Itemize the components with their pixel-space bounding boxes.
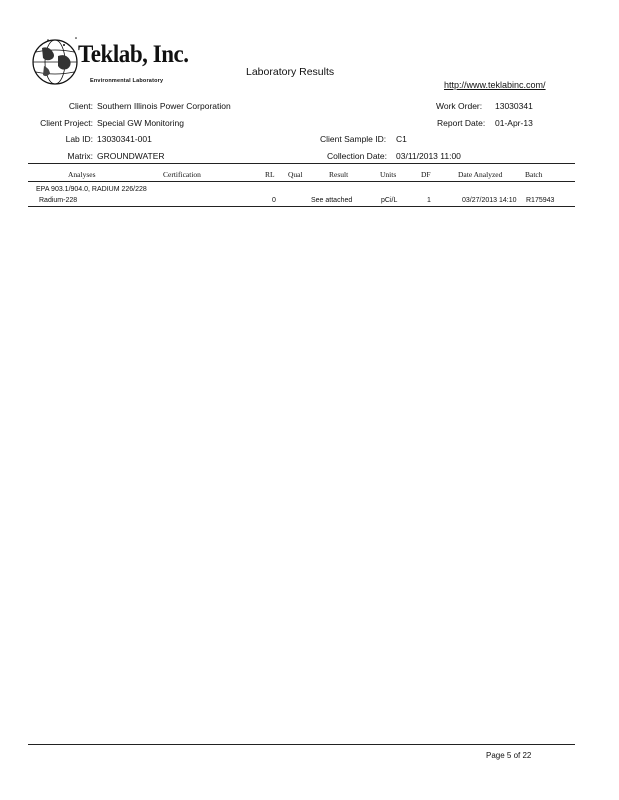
report-date-label: Report Date: <box>437 118 486 128</box>
sample-id-label: Client Sample ID: <box>320 134 387 144</box>
col-header-units: Units <box>380 170 397 179</box>
cell-units: pCi/L <box>381 197 398 204</box>
cell-df: 1 <box>427 197 431 204</box>
table-top-rule <box>28 163 575 164</box>
cell-result: See attached <box>311 197 353 204</box>
col-header-date-analyzed: Date Analyzed <box>458 170 503 179</box>
matrix-label: Matrix: <box>67 151 93 161</box>
logo-tagline: Environmental Laboratory <box>90 78 164 84</box>
company-logo <box>28 36 189 88</box>
matrix-value: GROUNDWATER <box>97 151 165 161</box>
header-rule <box>28 181 575 182</box>
work-order-value: 13030341 <box>495 101 533 111</box>
method-heading: EPA 903.1/904.0, RADIUM 226/228 <box>36 186 147 193</box>
globe-icon <box>28 36 84 88</box>
col-header-batch: Batch <box>525 170 543 179</box>
page-title: Laboratory Results <box>246 66 335 78</box>
cell-analyses: Radium-228 <box>39 197 78 204</box>
col-header-rl: RL <box>265 170 275 179</box>
logo-wordmark: Teklab, Inc. <box>78 41 189 68</box>
work-order-label: Work Order: <box>436 101 483 111</box>
cell-rl: 0 <box>272 197 276 204</box>
project-label: Client Project: <box>40 118 93 128</box>
sample-id-value: C1 <box>396 134 407 144</box>
col-header-qual: Qual <box>288 170 303 179</box>
cell-date-analyzed: 03/27/2013 14:10 <box>462 197 517 204</box>
cell-batch: R175943 <box>526 197 555 204</box>
client-label: Client: <box>68 101 93 111</box>
footer-rule <box>28 744 575 745</box>
col-header-analyses: Analyses <box>68 170 96 179</box>
col-header-certification: Certification <box>163 170 201 179</box>
page-number: Page 5 of 22 <box>486 751 532 760</box>
collection-date-label: Collection Date: <box>327 151 388 161</box>
report-date-value: 01-Apr-13 <box>495 118 533 128</box>
lab-id-value: 13030341-001 <box>97 134 152 144</box>
website-link[interactable]: http://www.teklabinc.com/ <box>444 80 546 90</box>
lab-id-label: Lab ID: <box>65 134 93 144</box>
col-header-df: DF <box>421 170 431 179</box>
project-value: Special GW Monitoring <box>97 118 184 128</box>
col-header-result: Result <box>329 170 349 179</box>
row-rule <box>28 206 575 207</box>
collection-date-value: 03/11/2013 11:00 <box>396 151 461 161</box>
client-value: Southern Illinois Power Corporation <box>97 101 231 111</box>
